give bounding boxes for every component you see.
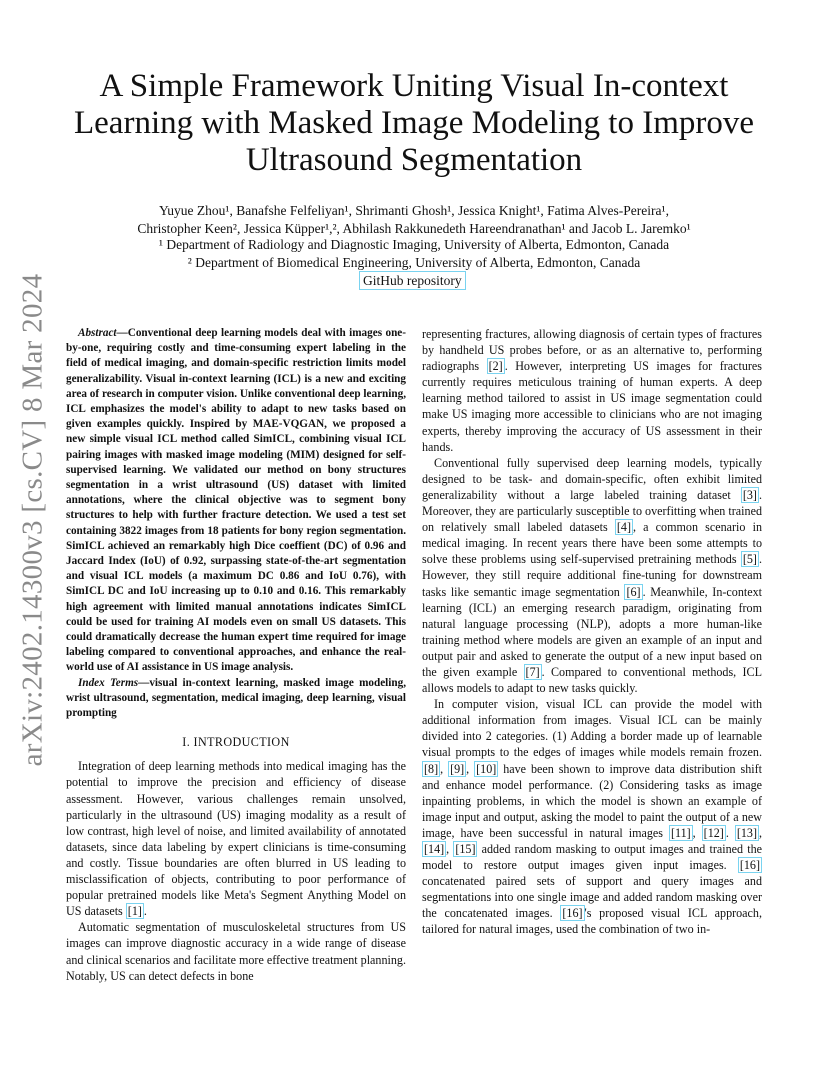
r2-text-f: . Compared to conventional methods, ICL allows models to adapt to new tasks quickly. [422,664,762,696]
index-terms-text: —visual in-context learning, masked image modeling, wrist ultrasound, segmentation, medical imaging, deep learning, visual prompting [66,676,406,720]
r3-text-e: 's proposed visual ICL approach, tailored for natural images, used the combination of two in- [422,906,762,937]
r2-text-e: . Meanwhile, In-context learning (ICL) an emerging research paradigm, originating from natural language processing (NLP), adopts a more human-like training method where models are given an example of an input and output pair and asked to generate the output of a new input based on the given example [422,584,762,679]
citation-link[interactable]: [11] [670,825,691,840]
section-heading-introduction: I. INTRODUCTION [182,735,290,750]
arxiv-side-label [8,273,58,767]
right-paragraph-3 [422,696,762,937]
r3-sep: , [758,825,763,840]
abstract-text: —Conventional deep learning models deal with images one-by-one, requiring costly and time-consuming expert labeling in the field of medical imaging, and domain-specific restriction limits model generalizability. Visual in-context learning (ICL) is a new and exciting area of research in computer vision. Unlike conventional deep learning, ICL emphasizes the model's ability to adapt to new tasks based on given examples quickly. Inspired by MAE-VQGAN, we proposed a new simple visual ICL method called SimICL, combining visual ICL pairing images with masked image modeling (MIM) designed for self-supervised learning. We validated our method on bony structures segmentation in a wrist ultrasound (US) dataset with limited annotations, where the clinical objective was to segment bony structures to help with further fracture detection. We used a test set containing 3822 images from 18 patients for bony region segmentation. SimICL achieved an remarkably high Dice coeffient (DC) of 0.96 and Jaccard Index (IoU) of 0.92, surpassing state-of-the-art segmentation and visual ICL models (a maximum DC 0.86 and IoU 0.76), with SimICL DC and IoU increasing up to 0.10 and 0.16. This remarkably high agreement with limited manual annotations indicates SimICL could be used for training AI models even on small US datasets. This could dramatically decrease the human expert time required for image labeling compared to conventional approaches, and enhance the real-world use of AI assistance in US image analysis. [66,327,406,674]
citation-link[interactable]: [4] [616,520,631,535]
citation-link[interactable]: [5] [742,552,757,567]
affiliation-2: ² Department of Biomedical Engineering, University of Alberta, Edmonton, Canada [187,255,641,270]
r2-text-c: , a common scenario in medical imaging. In recent years there have been some attempts to solve these problems using self-supervised pretraining methods [422,520,762,567]
citation-link[interactable]: [14] [424,842,445,856]
r2-text-d: . However, they still require additional fine-tuning for downstream tasks like semantic image segmentation [422,552,762,599]
arxiv-id-text: arXiv:2402.14300v3 [cs.CV] 8 Mar 2024 [16,273,49,767]
r3-sep: , [466,761,475,776]
authors-line-2: Christopher Keen², Jessica Küpper¹,², Abhilash Rakkunedeth Hareendranathan¹ and Jacob L. Jaremko¹ [137,221,691,236]
citation-link[interactable]: [1] [127,904,142,919]
author-list [60,202,768,238]
r2-text-b: . Moreover, they are particularly susceptible to overfitting when trained on relatively small labeled datasets [422,487,762,535]
r3-text-a: In computer vision, visual ICL can provide the model with additional information from images. Visual ICL can be mainly divided into 2 categories. (1) Adding a border made up of learnable visual prompts to the edges of images while models remain frozen. [422,697,762,760]
affiliation-1: ¹ Department of Radiology and Diagnostic Imaging, University of Alberta, Edmonton, Canada [158,237,670,252]
r3-text-d: concatenated paired sets of support and query images and segmentations into one single image and added random masking over the concatenated images. [422,874,762,921]
paper-title: A Simple Framework Uniting Visual In-context Learning with Masked Image Modeling to Improve Ultrasound Segmentation [74,68,754,178]
abstract [66,326,406,676]
citation-link[interactable]: [8] [424,761,439,776]
citation-link[interactable]: [9] [450,761,465,776]
right-paragraph-1 [422,326,762,455]
citation-link[interactable]: [3] [742,487,757,502]
citation-link[interactable]: [15] [455,842,476,856]
r3-text-c: added random masking to output images and trained the model to restore output images given input images. [422,842,762,873]
abstract-label: Abstract [78,327,117,339]
citation-link[interactable]: [12] [703,825,724,840]
r3-sep: , [446,842,454,856]
r3-sep: , [692,825,702,840]
intro-p1-end: . [143,904,147,919]
r1-text-a: representing fractures, allowing diagnosis of certain types of fractures by handheld US probes before, or as an alternative to, performing radiographs [422,327,762,374]
intro-p1-text: Integration of deep learning methods into medical imaging has the potential to improve the precision and efficiency of disease assessment. However, various challenges remain unsolved, particularly in the ultrasound (US) imaging modality as a result of low contrast, high level of noise, and limited availability of annotated datasets, since data labeling by expert clinicians is time-consuming and costly. Tissue boundaries are often blurred in US leading to misclassification of objects, contributing to poor performance of popular pretrained models like Meta's Segment Anything Model on US datasets [66,759,406,919]
github-repository-link[interactable]: GitHub repository [359,271,466,290]
index-terms [66,676,406,722]
r1-text-b: . However, interpreting US images for fractures currently requires meticulous training of human experts. A deep learning method tailored to assist in US image segmentation could make US imaging more accessible to clinicians who are not imaging experts, thereby improving the accuracy of US assessment in their hands. [422,359,762,454]
r3-sep: . [725,825,735,840]
citation-link[interactable]: [16] [562,906,583,921]
citation-link[interactable]: [16] [739,858,760,873]
index-terms-label: Index Terms [78,676,139,689]
citation-link[interactable]: [6] [626,584,641,599]
citation-link[interactable]: [13] [736,825,757,840]
right-paragraph-2 [422,455,762,696]
intro-paragraph-1 [66,758,406,919]
authors-line-1: Yuyue Zhou¹, Banafshe Felfeliyan¹, Shrimanti Ghosh¹, Jessica Knight¹, Fatima Alves-Pereira¹, [159,203,669,218]
citation-link[interactable]: [2] [488,359,503,374]
citation-link[interactable]: [7] [525,664,540,679]
citation-link[interactable]: [10] [476,761,497,776]
r3-text-b: have been shown to improve data distribution shift and enhance model performance. (2) Considering tasks as image inpainting problems, in which the model is shown an example of image input and output, asking the model to paint the output of a new image, have been successful in natural images [422,761,763,840]
r3-sep: , [440,761,449,776]
intro-paragraph-2: Automatic segmentation of musculoskeletal structures from US images can improve diagnostic accuracy in a wide range of disease and clinical scenarios and facilitate more effective treatment planning. Notably, US can detect defects in bone [66,920,406,983]
right-column [422,326,762,938]
left-column [66,326,406,984]
r2-text-a: Conventional fully supervised deep learning models, typically designed to be task- and domain-specific, often exhibit limited generalizability without a large labeled training dataset [422,455,762,502]
